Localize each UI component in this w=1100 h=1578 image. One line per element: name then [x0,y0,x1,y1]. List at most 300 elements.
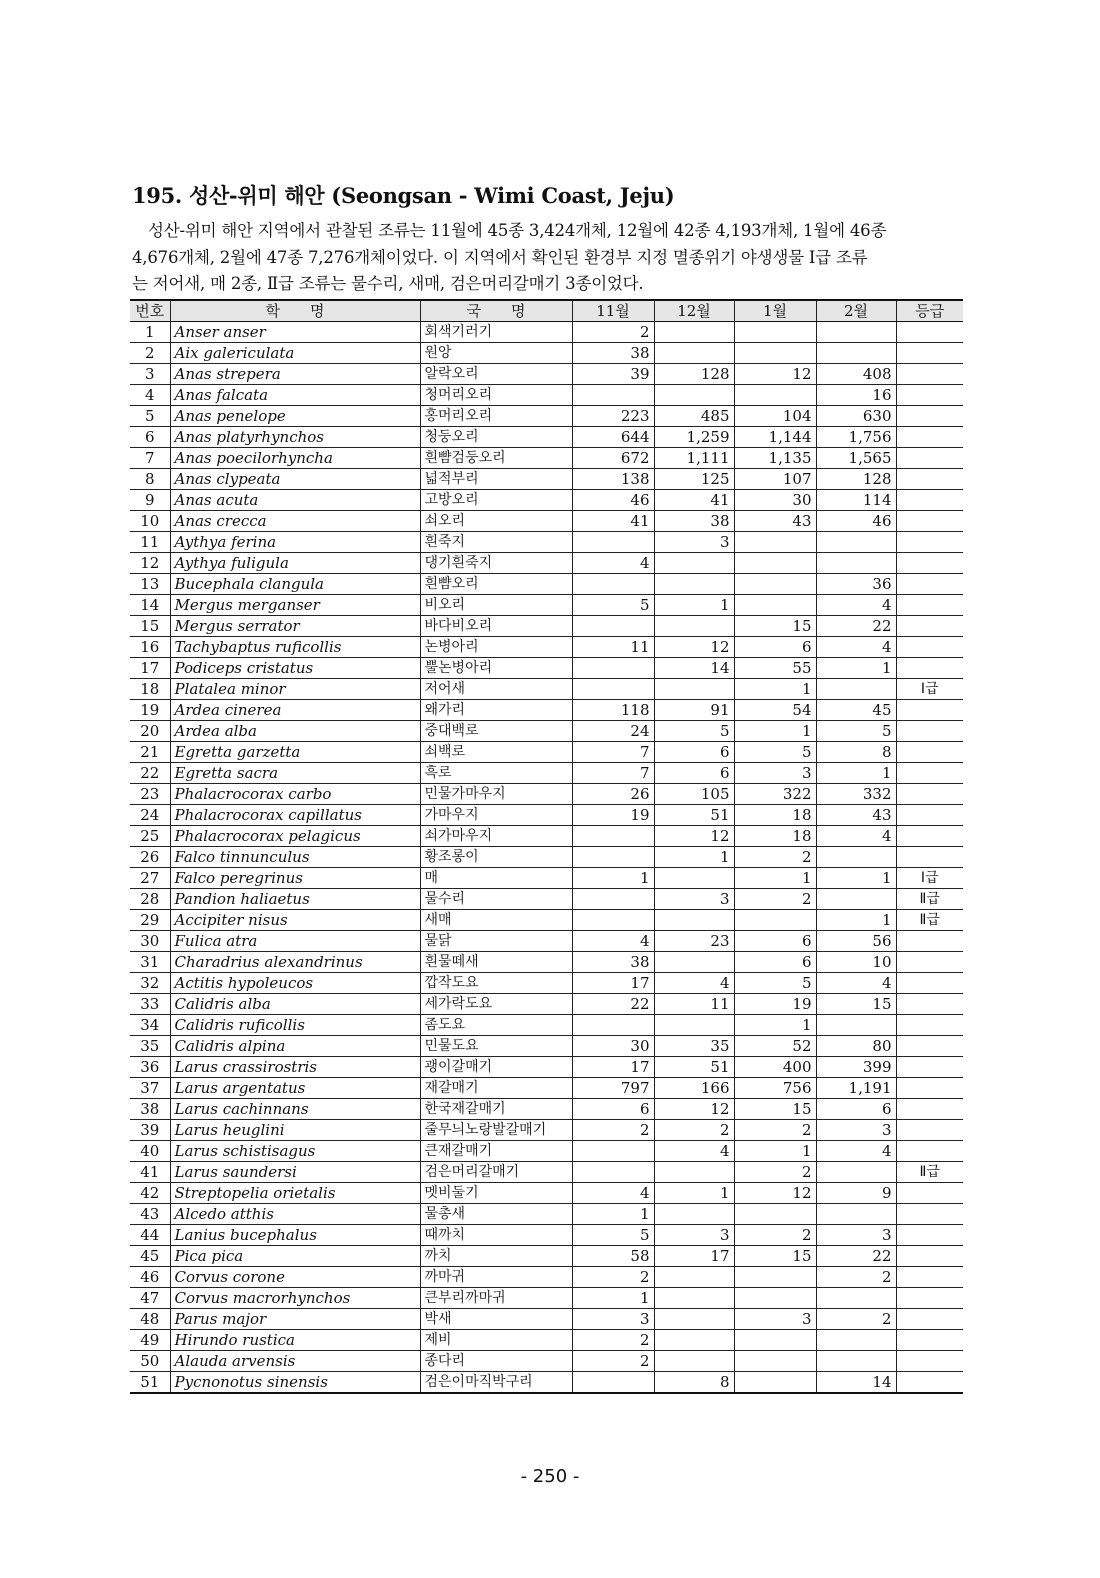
cell-january: 15 [734,1246,816,1267]
table-row [130,973,963,994]
cell-december: 1 [654,1183,734,1204]
cell-february: 9 [816,1183,896,1204]
cell-scientific-name: Anas poecilorhyncha [170,448,420,469]
cell-december: 1,259 [654,427,734,448]
cell-grade [896,1141,963,1162]
cell-korean-name: 세가락도요 [420,994,572,1015]
cell-korean-name: 흰물떼새 [420,952,572,973]
cell-no: 33 [130,994,170,1015]
cell-november [572,679,654,700]
cell-no: 34 [130,1015,170,1036]
table-row [130,616,963,637]
cell-february: 36 [816,574,896,595]
cell-no: 3 [130,364,170,385]
table-row [130,469,963,490]
cell-january [734,1267,816,1288]
cell-december: 17 [654,1246,734,1267]
cell-november [572,385,654,406]
cell-scientific-name: Falco tinnunculus [170,847,420,868]
cell-february [816,343,896,364]
cell-no: 13 [130,574,170,595]
table-row [130,406,963,427]
cell-no: 14 [130,595,170,616]
cell-grade [896,427,963,448]
cell-november: 19 [572,805,654,826]
cell-january [734,385,816,406]
cell-december [654,868,734,889]
cell-february: 399 [816,1057,896,1078]
cell-grade [896,658,963,679]
cell-korean-name: 검은머리갈매기 [420,1162,572,1183]
cell-scientific-name: Falco peregrinus [170,868,420,889]
cell-grade [896,1078,963,1099]
cell-korean-name: 검은이마직박구리 [420,1372,572,1394]
cell-no: 30 [130,931,170,952]
cell-november: 1 [572,1204,654,1225]
cell-no: 44 [130,1225,170,1246]
table-row [130,700,963,721]
cell-no: 12 [130,553,170,574]
cell-january: 1 [734,721,816,742]
cell-no: 31 [130,952,170,973]
cell-korean-name: 멧비둘기 [420,1183,572,1204]
cell-december: 12 [654,826,734,847]
cell-january [734,532,816,553]
cell-november: 4 [572,931,654,952]
cell-november: 22 [572,994,654,1015]
cell-december: 2 [654,1120,734,1141]
table-row [130,322,963,343]
intro-paragraph [132,218,964,298]
table-row [130,1288,963,1309]
cell-december [654,1309,734,1330]
cell-february: 5 [816,721,896,742]
cell-february: 43 [816,805,896,826]
cell-grade [896,700,963,721]
cell-january [734,1204,816,1225]
cell-february: 3 [816,1120,896,1141]
cell-february: 16 [816,385,896,406]
cell-february: 22 [816,1246,896,1267]
cell-scientific-name: Larus heuglini [170,1120,420,1141]
cell-no: 40 [130,1141,170,1162]
cell-grade [896,343,963,364]
cell-november: 38 [572,343,654,364]
cell-no: 45 [130,1246,170,1267]
cell-december [654,1267,734,1288]
cell-january [734,553,816,574]
cell-january: 2 [734,847,816,868]
cell-february: 8 [816,742,896,763]
cell-korean-name: 줄무늬노랑발갈매기 [420,1120,572,1141]
cell-scientific-name: Pycnonotus sinensis [170,1372,420,1394]
cell-no: 15 [130,616,170,637]
cell-december [654,616,734,637]
cell-january: 12 [734,1183,816,1204]
page-number: - 250 - [520,1466,580,1487]
table-row [130,1330,963,1351]
cell-scientific-name: Calidris ruficollis [170,1015,420,1036]
cell-november: 2 [572,322,654,343]
cell-scientific-name: Anas platyrhynchos [170,427,420,448]
cell-korean-name: 재갈매기 [420,1078,572,1099]
cell-scientific-name: Corvus macrorhynchos [170,1288,420,1309]
cell-no: 25 [130,826,170,847]
cell-scientific-name: Mergus serrator [170,616,420,637]
table-row [130,1036,963,1057]
cell-grade: Ⅰ급 [896,868,963,889]
cell-scientific-name: Mergus merganser [170,595,420,616]
header-november: 11월 [572,300,654,322]
cell-korean-name: 흰뺨검둥오리 [420,448,572,469]
table-row [130,637,963,658]
cell-grade [896,847,963,868]
cell-korean-name: 쇠가마우지 [420,826,572,847]
cell-scientific-name: Phalacrocorax pelagicus [170,826,420,847]
cell-no: 19 [130,700,170,721]
cell-january [734,322,816,343]
cell-korean-name: 까마귀 [420,1267,572,1288]
cell-february: 1 [816,868,896,889]
cell-grade [896,490,963,511]
table-row [130,742,963,763]
cell-korean-name: 물수리 [420,889,572,910]
cell-november: 118 [572,700,654,721]
cell-november: 797 [572,1078,654,1099]
cell-december: 105 [654,784,734,805]
cell-scientific-name: Calidris alba [170,994,420,1015]
table-row [130,1120,963,1141]
cell-december [654,385,734,406]
cell-grade [896,1099,963,1120]
cell-no: 35 [130,1036,170,1057]
table-row [130,1057,963,1078]
cell-korean-name: 때까치 [420,1225,572,1246]
cell-december: 3 [654,889,734,910]
cell-january: 400 [734,1057,816,1078]
cell-november: 1 [572,1288,654,1309]
cell-december [654,1288,734,1309]
cell-december: 3 [654,532,734,553]
cell-november: 644 [572,427,654,448]
cell-no: 21 [130,742,170,763]
cell-january: 2 [734,1120,816,1141]
table-row [130,1267,963,1288]
cell-grade [896,1288,963,1309]
cell-december: 1 [654,847,734,868]
cell-scientific-name: Anas penelope [170,406,420,427]
cell-november: 2 [572,1330,654,1351]
cell-scientific-name: Anas falcata [170,385,420,406]
cell-february [816,889,896,910]
cell-december: 5 [654,721,734,742]
table-row [130,847,963,868]
cell-korean-name: 매 [420,868,572,889]
cell-january [734,1372,816,1394]
cell-grade [896,742,963,763]
cell-grade [896,616,963,637]
cell-december: 41 [654,490,734,511]
table-row [130,952,963,973]
cell-grade [896,322,963,343]
cell-korean-name: 바다비오리 [420,616,572,637]
cell-december: 125 [654,469,734,490]
cell-scientific-name: Pica pica [170,1246,420,1267]
cell-january: 19 [734,994,816,1015]
cell-december: 6 [654,763,734,784]
cell-january: 1,135 [734,448,816,469]
cell-november: 4 [572,1183,654,1204]
cell-grade [896,511,963,532]
cell-december: 166 [654,1078,734,1099]
intro-line: 4,676개체, 2월에 47종 7,276개체이었다. 이 지역에서 확인된 환경부 지정 멸종위기 야생생물 Ⅰ급 조류 [132,247,868,267]
cell-scientific-name: Bucephala clangula [170,574,420,595]
table-body [130,322,963,1394]
cell-january: 15 [734,1099,816,1120]
cell-december: 11 [654,994,734,1015]
bird-survey-table [130,299,963,1394]
cell-scientific-name: Calidris alpina [170,1036,420,1057]
cell-february [816,847,896,868]
cell-november: 4 [572,553,654,574]
cell-scientific-name: Streptopelia orietalis [170,1183,420,1204]
cell-korean-name: 원앙 [420,343,572,364]
cell-korean-name: 물총새 [420,1204,572,1225]
cell-february: 114 [816,490,896,511]
cell-no: 23 [130,784,170,805]
cell-december [654,1162,734,1183]
table-row [130,931,963,952]
cell-scientific-name: Parus major [170,1309,420,1330]
cell-grade [896,1204,963,1225]
cell-february [816,322,896,343]
cell-korean-name: 흰죽지 [420,532,572,553]
cell-december: 23 [654,931,734,952]
cell-scientific-name: Larus schistisagus [170,1141,420,1162]
cell-november: 17 [572,973,654,994]
cell-grade [896,406,963,427]
cell-february: 4 [816,595,896,616]
cell-korean-name: 큰부리까마귀 [420,1288,572,1309]
cell-november [572,532,654,553]
cell-november [572,826,654,847]
cell-grade [896,805,963,826]
cell-scientific-name: Egretta sacra [170,763,420,784]
cell-december: 4 [654,973,734,994]
cell-grade: Ⅱ급 [896,910,963,931]
table-row [130,511,963,532]
table-row [130,448,963,469]
cell-scientific-name: Alcedo atthis [170,1204,420,1225]
header-korean-name: 국 명 [420,300,572,322]
table-row [130,1246,963,1267]
cell-scientific-name: Platalea minor [170,679,420,700]
cell-grade [896,574,963,595]
cell-grade: Ⅰ급 [896,679,963,700]
cell-november [572,1141,654,1162]
table-row [130,1204,963,1225]
cell-korean-name: 흑로 [420,763,572,784]
cell-january: 5 [734,742,816,763]
cell-january: 12 [734,364,816,385]
cell-korean-name: 큰재갈매기 [420,1141,572,1162]
cell-december: 91 [654,700,734,721]
cell-scientific-name: Fulica atra [170,931,420,952]
cell-grade [896,973,963,994]
cell-scientific-name: Egretta garzetta [170,742,420,763]
table-row [130,1309,963,1330]
cell-january: 52 [734,1036,816,1057]
cell-no: 16 [130,637,170,658]
cell-november [572,847,654,868]
cell-december: 1,111 [654,448,734,469]
cell-no: 2 [130,343,170,364]
cell-november: 138 [572,469,654,490]
cell-korean-name: 알락오리 [420,364,572,385]
cell-february [816,1351,896,1372]
cell-grade [896,763,963,784]
cell-korean-name: 민물도요 [420,1036,572,1057]
cell-january: 18 [734,805,816,826]
cell-no: 32 [130,973,170,994]
cell-scientific-name: Larus cachinnans [170,1099,420,1120]
cell-november [572,910,654,931]
cell-february [816,1162,896,1183]
cell-january: 3 [734,1309,816,1330]
cell-korean-name: 고방오리 [420,490,572,511]
cell-january: 1 [734,1141,816,1162]
cell-november: 5 [572,1225,654,1246]
cell-november [572,1015,654,1036]
cell-korean-name: 홍머리오리 [420,406,572,427]
cell-no: 1 [130,322,170,343]
cell-korean-name: 한국재갈매기 [420,1099,572,1120]
cell-grade [896,553,963,574]
cell-december [654,343,734,364]
cell-grade [896,1267,963,1288]
cell-no: 51 [130,1372,170,1394]
table-row [130,763,963,784]
cell-january: 756 [734,1078,816,1099]
cell-korean-name: 넓적부리 [420,469,572,490]
table-row [130,1351,963,1372]
cell-scientific-name: Hirundo rustica [170,1330,420,1351]
cell-grade [896,784,963,805]
table-row [130,574,963,595]
cell-korean-name: 뿔논병아리 [420,658,572,679]
cell-korean-name: 쇠백로 [420,742,572,763]
cell-scientific-name: Aix galericulata [170,343,420,364]
cell-january: 43 [734,511,816,532]
cell-november [572,616,654,637]
cell-december [654,1330,734,1351]
cell-february: 15 [816,994,896,1015]
cell-january: 107 [734,469,816,490]
cell-no: 6 [130,427,170,448]
cell-february: 2 [816,1309,896,1330]
cell-korean-name: 흰뺨오리 [420,574,572,595]
cell-november: 2 [572,1120,654,1141]
cell-january: 1 [734,1015,816,1036]
cell-january: 6 [734,637,816,658]
cell-january: 2 [734,1162,816,1183]
cell-grade [896,1246,963,1267]
cell-scientific-name: Charadrius alexandrinus [170,952,420,973]
cell-november [572,1372,654,1394]
cell-january: 1 [734,679,816,700]
cell-january: 54 [734,700,816,721]
cell-december: 4 [654,1141,734,1162]
cell-grade: Ⅱ급 [896,1162,963,1183]
cell-no: 39 [130,1120,170,1141]
cell-december [654,679,734,700]
cell-december: 51 [654,1057,734,1078]
cell-no: 43 [130,1204,170,1225]
cell-no: 10 [130,511,170,532]
cell-december: 1 [654,595,734,616]
cell-february: 10 [816,952,896,973]
cell-january [734,595,816,616]
cell-february: 630 [816,406,896,427]
cell-korean-name: 가마우지 [420,805,572,826]
cell-january: 6 [734,952,816,973]
cell-no: 36 [130,1057,170,1078]
cell-february: 4 [816,973,896,994]
cell-february: 1 [816,658,896,679]
cell-december: 8 [654,1372,734,1394]
cell-grade [896,931,963,952]
cell-february: 408 [816,364,896,385]
cell-scientific-name: Anser anser [170,322,420,343]
cell-korean-name: 중대백로 [420,721,572,742]
cell-december: 14 [654,658,734,679]
cell-november [572,889,654,910]
cell-korean-name: 황조롱이 [420,847,572,868]
cell-february [816,679,896,700]
cell-scientific-name: Anas acuta [170,490,420,511]
cell-january: 5 [734,973,816,994]
cell-grade [896,1120,963,1141]
cell-korean-name: 새매 [420,910,572,931]
intro-line: 는 저어새, 매 2종, Ⅱ급 조류는 물수리, 새매, 검은머리갈매기 3종이었다. [132,274,644,293]
cell-grade [896,448,963,469]
table-row [130,1015,963,1036]
cell-grade [896,1057,963,1078]
cell-february: 3 [816,1225,896,1246]
table-row [130,889,963,910]
cell-november: 3 [572,1309,654,1330]
cell-november: 7 [572,763,654,784]
cell-january [734,343,816,364]
cell-february [816,553,896,574]
cell-grade [896,532,963,553]
cell-scientific-name: Anas clypeata [170,469,420,490]
cell-december [654,553,734,574]
cell-november: 11 [572,637,654,658]
header-scientific-name: 학 명 [170,300,420,322]
table-row [130,679,963,700]
cell-february: 128 [816,469,896,490]
cell-january [734,1330,816,1351]
cell-scientific-name: Alauda arvensis [170,1351,420,1372]
cell-november: 30 [572,1036,654,1057]
cell-scientific-name: Larus crassirostris [170,1057,420,1078]
cell-november [572,658,654,679]
cell-scientific-name: Anas crecca [170,511,420,532]
cell-korean-name: 왜가리 [420,700,572,721]
table-row [130,490,963,511]
cell-no: 42 [130,1183,170,1204]
